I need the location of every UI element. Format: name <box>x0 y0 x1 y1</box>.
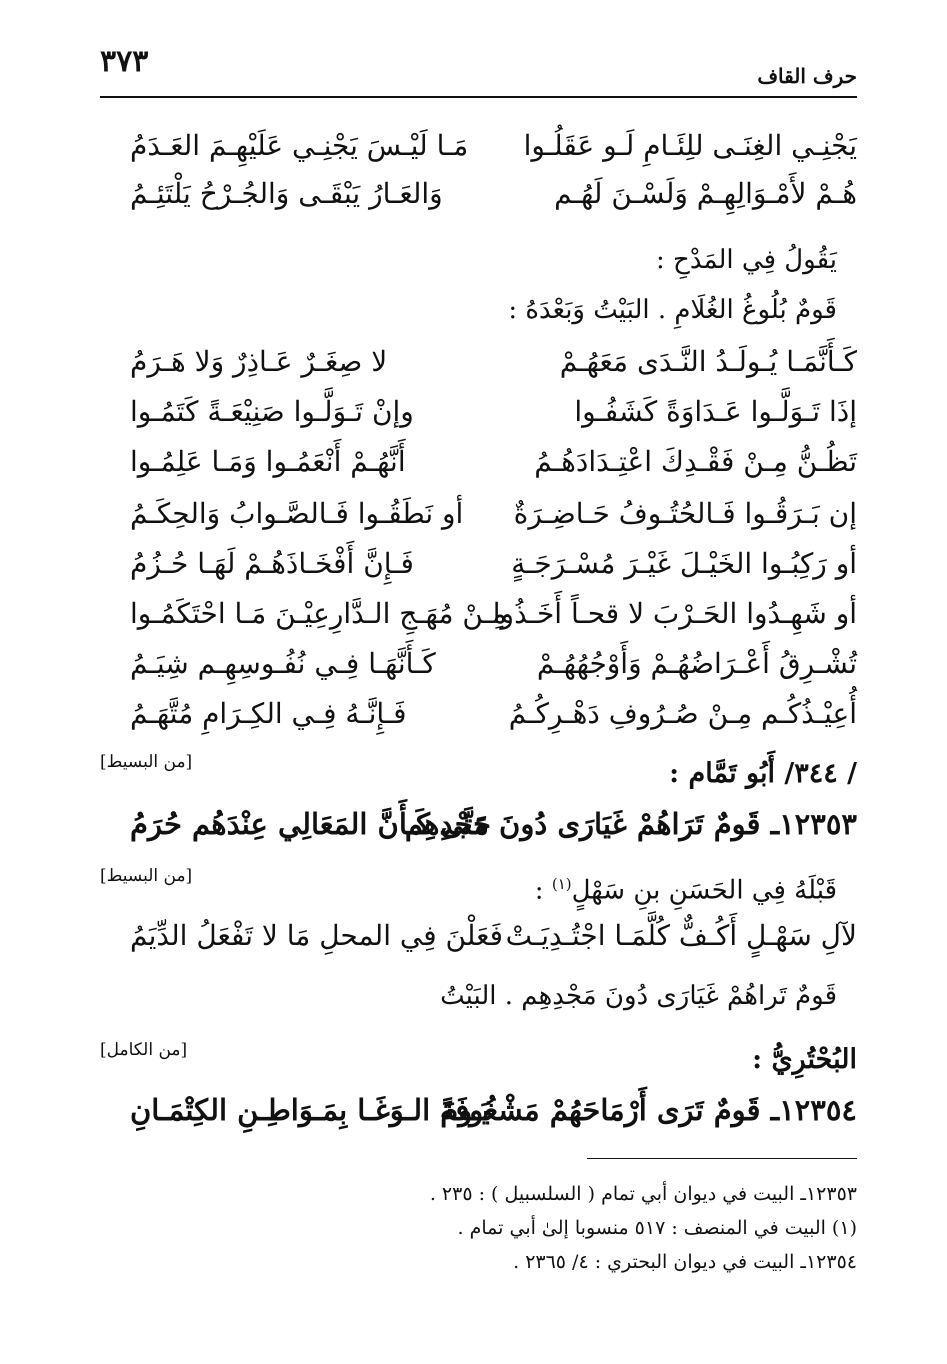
prose-line <box>535 862 837 913</box>
verse-first-hemistich: يَجْنِـي الغِنَـى للِئَـامِ لَـو عَقَلُـوا <box>523 129 857 162</box>
footnote: (١) البيت في المنصف : ٥١٧ منسوبا إلىٰ أبي تمام . <box>457 1217 857 1239</box>
poet-name: / ٣٤٤/ أَبُو تَمَّام : <box>669 758 857 789</box>
verse-line-numbered <box>100 1088 857 1138</box>
verse-line <box>100 642 857 692</box>
verse-second-hemistich: وَالعَـارُ يَبْقَـى وَالجُـرْحُ يَلْتَئِـمُ <box>130 177 443 210</box>
verse-second-hemistich: لا صِغَـرٌ عَـاذِرٌ وَلا هَـرَمُ <box>130 345 388 378</box>
verse-line <box>100 692 857 742</box>
verse-second-hemistich: فَـإِنَّـهُ فِـي الكِـرَامِ مُتَّهَـمُ <box>130 697 407 730</box>
verse-line-numbered <box>100 802 857 852</box>
verse-first-hemistich: ١٢٣٥٤ـ قَومٌ تَرَى أَرْمَاحَهُمْ مَشْغُوفَةً <box>439 1093 857 1127</box>
meter-label: [من البسيط] <box>100 866 193 886</box>
footnote: ١٢٣٥٣ـ البيت في ديوان أبي تمام ( السلسبيل ) : ٢٣٥ . <box>429 1183 857 1205</box>
verse-line <box>100 440 857 490</box>
verse-second-hemistich: مِـنْ مُهَـجِ الـدَّارِعِيْـنَ مَـا احْتَكَمُـوا <box>130 597 507 630</box>
verse-line <box>100 542 857 592</box>
footnote-marker: (١) <box>551 875 572 893</box>
footnote: ١٢٣٥٤ـ البيت في ديوان البحتري : ٤/ ٢٣٦٥ . <box>513 1251 857 1273</box>
verse-second-hemistich: كَـأَنَّهَـا فِـي نُفُـوسِهِـم شِيَـمُ <box>130 647 436 680</box>
verse-first-hemistich: أو رَكِبُـوا الخَيْـلَ غَيْـرَ مُسْـرَجَـةٍ <box>511 547 857 580</box>
verse-line <box>100 172 857 222</box>
verse-line <box>100 390 857 440</box>
verse-first-hemistich: ١٢٣٥٣ـ قَومٌ تَرَاهُمْ غَيَارَى دُونَ مَجْدِهِم <box>404 807 857 841</box>
verse-line <box>100 592 857 642</box>
footnote-rule <box>587 1158 857 1159</box>
verse-second-hemistich: حَتَّى كَـأَنَّ المَعَالِي عِنْدَهُم حُرَمُ <box>130 807 491 841</box>
prose-line: يَقُولُ فِي المَدْحِ : <box>656 245 837 275</box>
meter-label: [من الكامل] <box>100 1040 188 1060</box>
prose-text: قَبْلَهُ فِي الحَسَنِ بنِ سَهْلٍ <box>571 875 837 906</box>
header-rule <box>100 96 857 98</box>
verse-first-hemistich: تُشْـرِقُ أَعْـرَاضُهُـمْ وَأَوْجُهُهُـمْ <box>536 647 857 680</box>
verse-first-hemistich: إن بَـرَقُـوا فَـالحُتُـوفُ حَـاضِـرَةٌ <box>513 497 857 530</box>
running-title: حرف القاف <box>757 64 857 88</box>
prose-line: قَومٌ بُلُوغُ الغُلَامِ . البَيْتُ وَبَعْدَهُ : <box>508 295 837 325</box>
verse-first-hemistich: لآلِ سَهْـلٍ أَكُـفٌّ كُلَّمَـا اجْتُـدِيَـتْ <box>505 919 857 952</box>
poet-name: البُحْتُرِيُّ : <box>752 1044 857 1075</box>
verse-first-hemistich: كَـأَنَّمَـا يُـولَـدُ النَّـدَى مَعَهُـمْ <box>559 345 857 378</box>
page-number: ٣٧٣ <box>100 44 149 79</box>
verse-second-hemistich: أو نَطَقُـوا فَـالصَّـوابُ وَالحِكَـمُ <box>130 497 464 530</box>
verse-second-hemistich: أَنَّهُـمْ أَنْعَمُـوا وَمَـا عَلِمُـوا <box>130 445 406 478</box>
verse-line <box>100 914 857 964</box>
verse-line <box>100 124 857 174</box>
verse-second-hemistich: وإنْ تَـوَلَّـوا صَنِيْعَـةً كَتَمُـوا <box>130 395 414 428</box>
verse-first-hemistich: تَظُـنُّ مِـنْ فَقْـدِكَ اعْتِـدَادَهُـمُ <box>534 445 857 478</box>
verse-line <box>100 340 857 390</box>
verse-first-hemistich: هُـمْ لأَمْـوَالِهِـمْ وَلَسْـنَ لَهُـم <box>554 177 857 210</box>
verse-line <box>100 492 857 542</box>
verse-second-hemistich: يَـومَ الـوَغَـا بِمَـوَاطِـنِ الكِتْمَـانِ <box>130 1093 490 1127</box>
prose-line: قَومٌ تَراهُمْ غَيَارَى دُونَ مَجْدِهِم . البَيْتُ <box>440 981 837 1011</box>
prose-colon: : <box>534 875 552 906</box>
verse-first-hemistich: أو شَهِـدُوا الحَـرْبَ لا قحـاً أَخَـذُوا <box>492 597 857 630</box>
meter-label: [من البسيط] <box>100 752 193 772</box>
verse-first-hemistich: إذَا تَـوَلَّـوا عَـدَاوَةً كَشَفُـوا <box>574 395 857 428</box>
verse-first-hemistich: أُعِيْـذُكُـم مِـنْ صُـرُوفِ دَهْـرِكُـمُ <box>508 697 857 730</box>
verse-second-hemistich: فَعَلْنَ فِي المحلِ مَا لا تَفْعَلُ الدِّيَمُ <box>130 919 503 952</box>
verse-second-hemistich: فَـإِنَّ أَفْخَـاذَهُـمْ لَهَـا حُـزُمُ <box>130 547 414 580</box>
verse-second-hemistich: مَـا لَيْـسَ يَجْنِـي عَلَيْهِـمَ العَـدَمُ <box>130 129 469 162</box>
